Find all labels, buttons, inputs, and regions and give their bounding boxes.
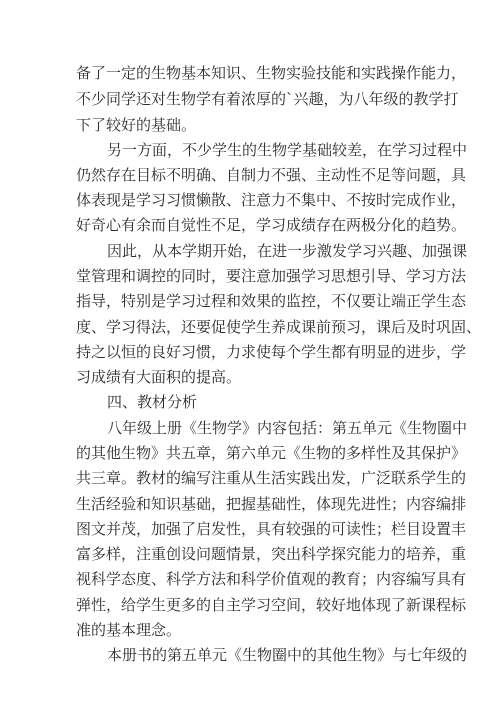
paragraph-first-line: 八年级上册《生物学》内容包括：第五单元《生物圈中 <box>107 419 468 437</box>
text-line: 堂管理和调控的同时，要注意加强学习思想引导、学习方法 <box>76 267 467 285</box>
paragraph-first-line: 因此，从本学期开始，在进一步激发学习兴趣、加强课 <box>107 242 468 260</box>
text-line: 富多样，注重创设问题情景，突出科学探究能力的培养，重 <box>76 545 467 563</box>
text-line: 仍然存在目标不明确、自制力不强、主动性不足等问题，具 <box>76 166 467 184</box>
text-line: 习成绩有大面积的提高。 <box>76 368 242 386</box>
paragraph-first-line: 另一方面，不少学生的生物学基础较差，在学习过程中 <box>107 141 468 159</box>
text-line: 持之以恒的良好习惯，力求使每个学生都有明显的进步，学 <box>76 343 467 361</box>
text-line: 的其他生物》共五章，第六单元《生物的多样性及其保护》 <box>76 444 467 462</box>
text-line: 下了较好的基础。 <box>76 116 197 134</box>
section-heading: 四、教材分析 <box>107 393 198 411</box>
text-line: 备了一定的生物基本知识、生物实验技能和实践操作能力， <box>76 64 467 82</box>
text-line: 指导，特别是学习过程和效果的监控，不仅要让端正学生态 <box>76 292 467 310</box>
text-line: 视科学态度、科学方法和科学价值观的教育；内容编写具有 <box>76 570 467 588</box>
text-line: 弹性，给学生更多的自主学习空间，较好地体现了新课程标 <box>76 596 467 614</box>
text-line: 生活经验和知识基础，把握基础性，体现先进性；内容编排 <box>76 495 467 513</box>
text-line: 不少同学还对生物学有着浓厚的`兴趣，为八年级的教学打 <box>76 90 459 108</box>
text-line: 体表现是学习习惯懒散、注意力不集中、不按时完成作业， <box>76 191 467 209</box>
text-line: 共三章。教材的编写注重从生活实践出发，广泛联系学生的 <box>76 469 467 487</box>
text-line: 好奇心有余而自觉性不足，学习成绩存在两极分化的趋势。 <box>76 216 467 234</box>
text-line: 度、学习得法，还要促使学生养成课前预习，课后及时巩固、 <box>76 318 482 336</box>
text-line: 图文并茂，加强了启发性，具有较强的可读性；栏目设置丰 <box>76 520 467 538</box>
paragraph-first-line: 本册书的第五单元《生物圈中的其他生物》与七年级的 <box>107 646 468 664</box>
text-line: 准的基本理念。 <box>76 621 182 639</box>
